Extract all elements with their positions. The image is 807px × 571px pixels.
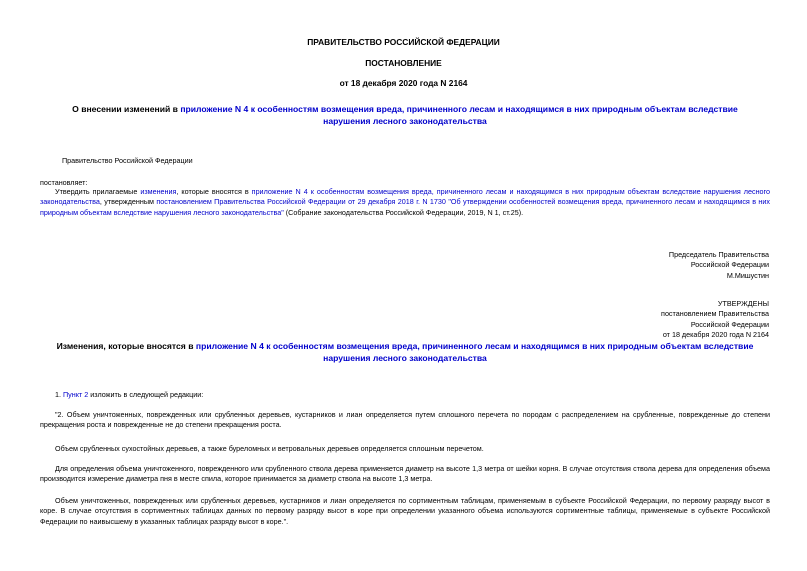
approved-by: постановлением Правительства [661,309,769,319]
document-type-heading: ПОСТАНОВЛЕНИЕ [365,58,442,68]
appendix-link[interactable]: приложение N 4 к особенностям возмещения вреда, причиненного лесам и находящимся в них природным объектам вследствие нарушения лесного законодательства [40,187,770,207]
changes-title-link[interactable]: приложение N 4 к особенностям возмещения вреда, причиненного лесам и находящимся в них природным объектам вследствие нарушения лесного законодательства [195,341,754,364]
approve-paragraph [40,187,770,218]
approve-text-1: Утвердить прилагаемые [55,187,141,196]
paragraph-4: Объем уничтоженных, поврежденных или срубленных деревьев, кустарников и лиан определяется по сортиментным таблицам, применяемым в субъекте Российской Федерации, по первому разряду высот в коре. В случае отсутствия в сортиментных таблицах данных по первому разряду высот в коре при определении указанного объема используются сортиментные таблицы, применяемые в субъекте Российской Федерации по наивысшему в указанных таблицах разряду высот в коре.". [40,496,770,526]
approve-text-4: (Собрание законодательства Российской Федерации, 2019, N 1, ст.25). [283,207,524,217]
approved-country: Российской Федерации [690,319,769,329]
approved-block [470,299,769,341]
item-1-number: 1. [55,390,63,399]
government-heading: ПРАВИТЕЛЬСТВО РОССИЙСКОЙ ФЕДЕРАЦИИ [307,37,500,47]
resolution-link[interactable]: постановлением Правительства Российской Федерации от 29 декабря 2018 г. N 1730 "Об утверждении особенностей возмещения вреда, причиненного лесам и находящимся в них природным объектам вследствие нарушения лесного законодательства" [40,197,771,217]
changes-title-prefix: Изменения, которые вносятся в [56,341,196,351]
approve-text-3: , утвержденным [99,197,157,207]
changes-link[interactable]: изменения [140,187,177,196]
item-1-link[interactable]: Пункт 2 [63,390,89,399]
paragraph-3: Для определения объема уничтоженного, поврежденного или срубленного ствола дерева применяется диаметр на высоте 1,3 метра от шейки корня. В случае отсутствия ствола дерева для определения объема производится измерение диаметра пня в месте спила, которое принимается за диаметр ствола на высоте 1,3 метра. [40,464,770,484]
document-title-link[interactable]: приложение N 4 к особенностям возмещения вреда, причиненного лесам и находящимся в них природным объектам вследствие нарушения лесного законодательства [180,104,738,127]
document-title [60,103,750,128]
item-1-text: изложить в следующей редакции: [88,390,204,399]
signature-block [470,250,769,281]
decides-text: постановляет: [40,178,88,187]
signature-position: Председатель Правительства [668,250,769,259]
approved-label: УТВЕРЖДЕНЫ [717,299,769,308]
signature-country: Российской Федерации [690,260,769,270]
paragraph-1: "2. Объем уничтоженных, поврежденных или срубленных деревьев, кустарников и лиан определяется путем сплошного перечета по породам с распределением на срубленные, поврежденные до степени прекращения роста и поврежденные не до степени прекращения роста. [40,410,770,430]
document-title-prefix: О внесении изменений в [72,104,181,114]
signature-name: М.Мишустин [726,270,769,280]
approve-text-2: , которые вносятся в [176,187,252,196]
paragraph-2: Объем срубленных сухостойных деревьев, а также буреломных и ветровальных деревьев определяется сплошным перечетом. [55,444,484,453]
document-date-number: от 18 декабря 2020 года N 2164 [339,78,468,88]
approved-date: от 18 декабря 2020 года N 2164 [662,330,769,340]
issuer-text: Правительство Российской Федерации [62,156,193,165]
item-1 [55,390,203,400]
changes-title [40,340,770,365]
